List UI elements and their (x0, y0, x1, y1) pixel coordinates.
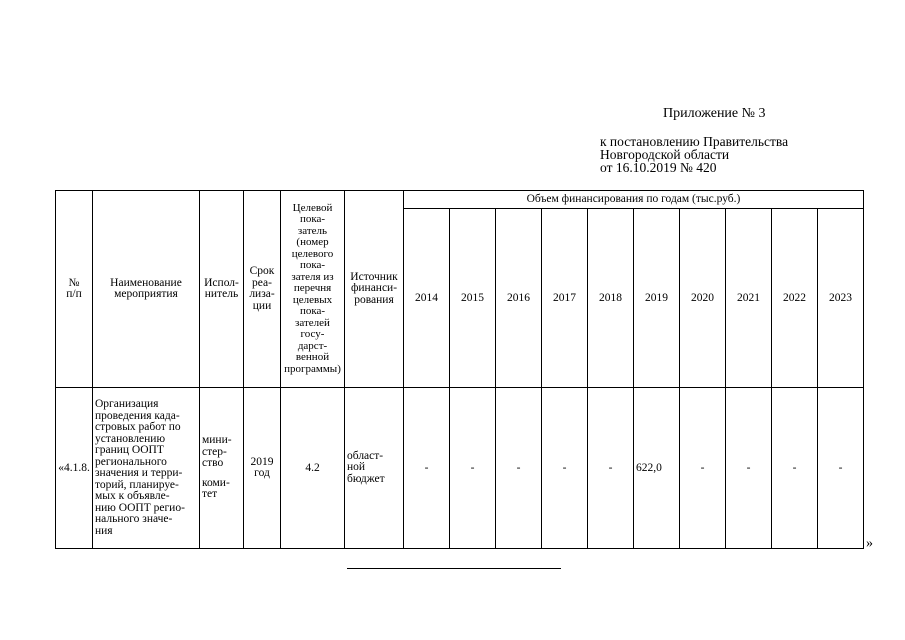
header-term: Срок реа- лиза- ции (244, 191, 281, 388)
header-indicator: Целевой пока- затель (номер целевого пока- зателя из перечня целевых пока- зателей госу- дарст- венной программы) (281, 191, 345, 388)
appendix-title: Приложение № 3 (663, 106, 766, 121)
header-year: 2014 (404, 209, 450, 388)
row-value-2017: - (542, 388, 588, 549)
header-num: № п/п (56, 191, 93, 388)
decree-line: к постановлению Правительства (600, 134, 789, 149)
header-executor: Испол- нитель (200, 191, 244, 388)
row-value-2023: - (818, 388, 864, 549)
decree-line: Новгородской области (600, 147, 730, 162)
header-year: 2017 (542, 209, 588, 388)
header-years-title: Объем финансирования по годам (тыс.руб.) (404, 191, 864, 209)
row-value-2014: - (404, 388, 450, 549)
closing-quote: » (866, 536, 873, 551)
header-year: 2018 (588, 209, 634, 388)
header-year: 2023 (818, 209, 864, 388)
row-value-2021: - (726, 388, 772, 549)
header-year: 2021 (726, 209, 772, 388)
row-source: област- ной бюджет (345, 388, 404, 549)
footer-divider (347, 568, 561, 569)
row-value-2015: - (450, 388, 496, 549)
header-source: Источник финанси- рования (345, 191, 404, 388)
row-value-2019: 622,0 (634, 388, 680, 549)
row-name: Организация проведения када- стровых работ по установлению границ ООПТ регионального значения и терри- торий, планируе- мых к объявле- нию ООПТ регио- нального значе- ния (93, 388, 200, 549)
row-executor: мини- стер- ство коми- тет (200, 388, 244, 549)
table-row (56, 388, 864, 549)
row-indicator: 4.2 (281, 388, 345, 549)
decree-reference (600, 135, 788, 174)
header-year: 2020 (680, 209, 726, 388)
row-value-2016: - (496, 388, 542, 549)
header-year: 2022 (772, 209, 818, 388)
decree-line: от 16.10.2019 № 420 (600, 160, 717, 175)
row-num: «4.1.8. (56, 388, 93, 549)
row-term: 2019 год (244, 388, 281, 549)
row-value-2020: - (680, 388, 726, 549)
header-year: 2016 (496, 209, 542, 388)
header-name: Наименование мероприятия (93, 191, 200, 388)
financing-table (55, 190, 864, 549)
row-value-2018: - (588, 388, 634, 549)
row-value-2022: - (772, 388, 818, 549)
header-year: 2019 (634, 209, 680, 388)
header-year: 2015 (450, 209, 496, 388)
